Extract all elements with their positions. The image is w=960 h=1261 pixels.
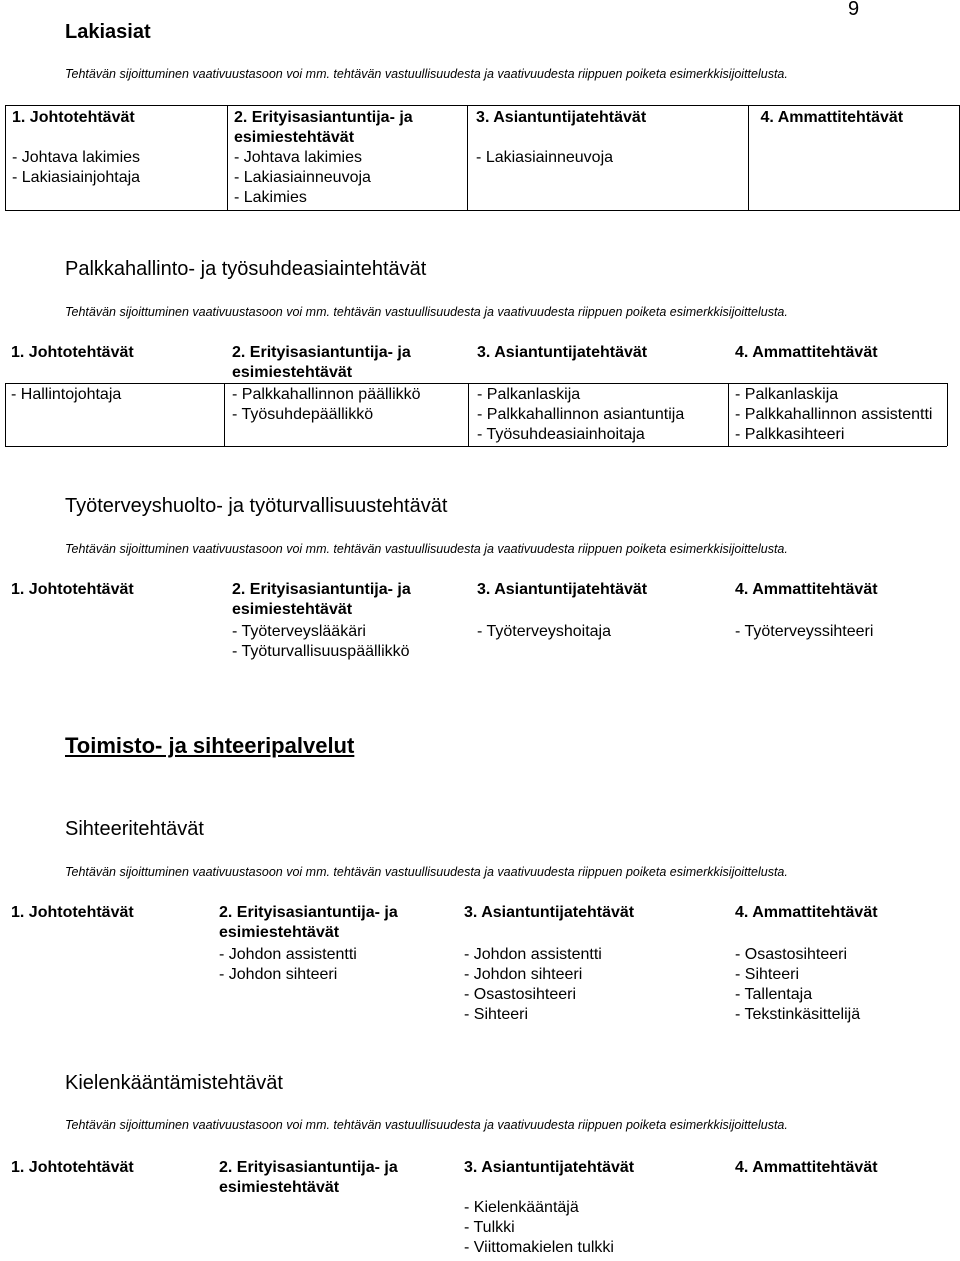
header-c2a: 2. Erityisasiantuntija- ja xyxy=(232,581,411,598)
table-tyoterveys xyxy=(11,580,941,665)
cell-c3 xyxy=(468,106,748,211)
cell-c2-content: - Johdon assistentti - Johdon sihteeri xyxy=(219,946,357,983)
header-c2a: 2. Erityisasiantuntija- ja xyxy=(232,344,411,361)
header-c3: 3. Asiantuntijatehtävät xyxy=(464,904,635,921)
cell-c3-content: - Johdon assistentti - Johdon sihteeri - Osastosihteeri - Sihteeri xyxy=(464,946,602,1023)
cell-c4-content: - Työterveyssihteeri xyxy=(735,623,874,640)
placement-note: Tehtävän sijoittuminen vaativuustasoon voi mm. tehtävän vastuullisuudesta ja vaativuudesta riippuen poiketa esimerkkisijoittelusta. xyxy=(65,542,788,556)
page-number: 9 xyxy=(848,0,860,20)
header-c2b: esimiestehtävät xyxy=(232,364,353,381)
main-heading-toimisto: Toimisto- ja sihteeripalvelut xyxy=(65,733,355,758)
placement-note: Tehtävän sijoittuminen vaativuustasoon voi mm. tehtävän vastuullisuudesta ja vaativuudesta riippuen poiketa esimerkkisijoittelusta. xyxy=(65,1118,788,1132)
cell-c2 xyxy=(227,106,467,211)
cell-c3-content: - Palkanlaskija - Palkkahallinnon asiantuntija - Työsuhdeasiainhoitaja xyxy=(477,386,685,443)
divider xyxy=(468,383,469,446)
table-palkka xyxy=(11,343,941,446)
header-c3: 3. Asiantuntijatehtävät xyxy=(476,109,647,126)
cell-c2-content: - Johtava lakimies - Lakiasiainneuvoja - Lakimies xyxy=(233,149,371,206)
divider xyxy=(5,446,947,447)
table-lakiasiat xyxy=(5,105,960,211)
header-c2b: esimiestehtävät xyxy=(219,1179,340,1196)
header-c1: 1. Johtotehtävät xyxy=(12,109,135,126)
header-c2a: 2. Erityisasiantuntija- ja xyxy=(219,904,398,921)
header-c4: 4. Ammattitehtävät xyxy=(735,904,878,921)
header-c4: 4. Ammattitehtävät xyxy=(735,344,878,361)
cell-c4-content: - Osastosihteeri - Sihteeri - Tallentaja - Tekstinkäsittelijä xyxy=(735,946,861,1023)
header-c3: 3. Asiantuntijatehtävät xyxy=(477,344,648,361)
cell-c4 xyxy=(748,106,959,211)
cell-c3-content: - Lakiasiainneuvoja xyxy=(476,149,614,166)
header-c1: 1. Johtotehtävät xyxy=(11,581,134,598)
header-c2b: esimiestehtävät xyxy=(233,129,355,146)
placement-note: Tehtävän sijoittuminen vaativuustasoon voi mm. tehtävän vastuullisuudesta ja vaativuudesta riippuen poiketa esimerkkisijoittelusta. xyxy=(65,305,788,319)
header-c2b: esimiestehtävät xyxy=(219,924,340,941)
cell-c1-content: - Johtava lakimies - Lakiasiainjohtaja xyxy=(12,149,141,186)
cell-c3-content: - Kielenkääntäjä - Tulkki - Viittomakielen tulkki xyxy=(464,1199,614,1256)
cell-c4-content: - Palkanlaskija - Palkkahallinnon assistentti - Palkkasihteeri xyxy=(735,386,933,443)
divider xyxy=(947,383,948,446)
header-c1: 1. Johtotehtävät xyxy=(11,344,134,361)
header-c2a: 2. Erityisasiantuntija- ja xyxy=(233,109,413,126)
header-c2a: 2. Erityisasiantuntija- ja xyxy=(219,1159,398,1176)
header-c4: 4. Ammattitehtävät xyxy=(735,1159,878,1176)
header-c4: 4. Ammattitehtävät xyxy=(760,109,904,126)
section-title-kielenkaanto: Kielenkääntämistehtävät xyxy=(65,1072,283,1094)
cell-c1 xyxy=(6,106,228,211)
placement-note: Tehtävän sijoittuminen vaativuustasoon voi mm. tehtävän vastuullisuudesta ja vaativuudesta riippuen poiketa esimerkkisijoittelusta. xyxy=(65,865,788,879)
divider xyxy=(728,383,729,446)
section-title-tyoterveys: Työterveyshuolto- ja työturvallisuustehtävät xyxy=(65,495,448,517)
section-title-lakiasiat: Lakiasiat xyxy=(65,21,151,43)
divider xyxy=(5,383,6,446)
divider xyxy=(224,383,225,446)
placement-note: Tehtävän sijoittuminen vaativuustasoon voi mm. tehtävän vastuullisuudesta ja vaativuudesta riippuen poiketa esimerkkisijoittelusta. xyxy=(65,67,788,81)
cell-c1-content: - Hallintojohtaja xyxy=(11,386,122,403)
table-kielenkaanto xyxy=(11,1158,941,1258)
table-sihteeri xyxy=(11,903,941,1028)
cell-c2-content: - Työterveyslääkäri - Työturvallisuuspäällikkö xyxy=(232,623,410,660)
divider xyxy=(5,383,947,384)
section-title-sihteeri: Sihteeritehtävät xyxy=(65,818,204,840)
header-c3: 3. Asiantuntijatehtävät xyxy=(464,1159,635,1176)
cell-c2-content: - Palkkahallinnon päällikkö - Työsuhdepäällikkö xyxy=(232,386,421,423)
header-c3: 3. Asiantuntijatehtävät xyxy=(477,581,648,598)
header-c4: 4. Ammattitehtävät xyxy=(735,581,878,598)
section-title-palkka: Palkkahallinto- ja työsuhdeasiaintehtävät xyxy=(65,258,427,280)
header-c2b: esimiestehtävät xyxy=(232,601,353,618)
header-c1: 1. Johtotehtävät xyxy=(11,904,134,921)
cell-c3-content: - Työterveyshoitaja xyxy=(477,623,611,640)
header-c1: 1. Johtotehtävät xyxy=(11,1159,134,1176)
